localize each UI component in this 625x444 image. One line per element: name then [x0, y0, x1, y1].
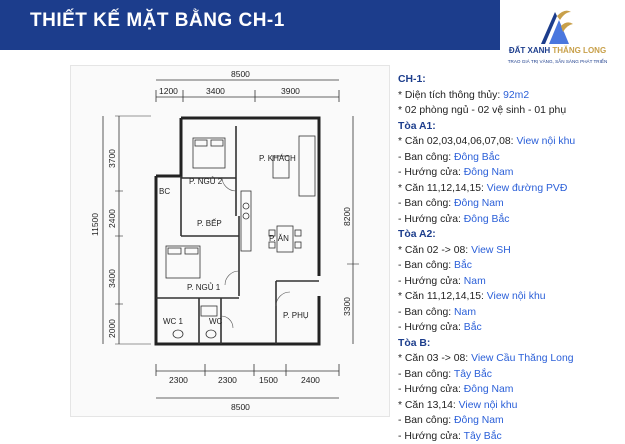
floor-plan-drawing: [71, 66, 389, 416]
kitchen-counter: [241, 191, 251, 251]
info-value: View SH: [471, 245, 511, 256]
info-value: 92m2: [503, 90, 529, 101]
room-label-wc1: WC 1: [163, 317, 184, 326]
info-label: - Hướng cửa:: [398, 384, 464, 395]
dim-right-seg-2: 3300: [342, 297, 352, 316]
dim-bottom-seg-2: 2300: [218, 375, 237, 385]
dim-top-seg-3: 3900: [281, 86, 300, 96]
room-label-ngu2: P. NGỦ 2: [189, 177, 223, 186]
door-swings: [221, 177, 290, 328]
info-value: Nam: [464, 276, 486, 287]
info-value: Đông Bắc: [464, 214, 510, 225]
info-value: Tây Bắc: [454, 369, 492, 380]
info-label: * Căn 02 -> 08:: [398, 245, 471, 256]
info-label: * Căn 03 -> 08:: [398, 353, 471, 364]
info-line: [398, 320, 623, 336]
brand-logo: [495, 2, 620, 72]
info-label: * Căn 11,12,14,15:: [398, 291, 487, 302]
info-line: [398, 367, 623, 383]
dim-bottom-seg-4: 2400: [301, 375, 320, 385]
info-value: Nam: [454, 307, 476, 318]
info-heading: Tòa B:: [398, 336, 623, 352]
info-heading: CH-1:: [398, 72, 623, 88]
room-label-ngu1: P. NGỦ 1: [187, 283, 221, 292]
room-label-khach: P. KHÁCH: [259, 154, 296, 163]
dim-top-total: 8500: [231, 69, 250, 79]
info-line: [398, 258, 623, 274]
info-label: * Diện tích thông thủy:: [398, 90, 503, 101]
dim-bottom-seg-1: 2300: [169, 375, 188, 385]
info-label: - Ban công:: [398, 198, 454, 209]
info-line: [398, 150, 623, 166]
info-value: Đông Nam: [464, 167, 514, 178]
info-label: - Hướng cửa:: [398, 214, 464, 225]
info-line: * 02 phòng ngủ - 02 vệ sinh - 01 phụ: [398, 103, 623, 119]
info-line: [398, 289, 623, 305]
page-title: THIẾT KẾ MẶT BẰNG CH-1: [30, 10, 285, 32]
info-label: - Ban công:: [398, 260, 454, 271]
room-label-bep: P. BẾP: [197, 218, 222, 228]
info-heading: Tòa A2:: [398, 227, 623, 243]
dim-bottom-seg-3: 1500: [259, 375, 278, 385]
info-value: View nội khu: [516, 136, 575, 147]
room-label-wc: WC: [209, 317, 223, 326]
header-banner: [0, 0, 500, 50]
info-label: - Ban công:: [398, 369, 454, 380]
dim-left-seg-2: 2400: [107, 209, 117, 228]
dim-top-seg-1: 1200: [159, 86, 178, 96]
info-value: Đông Bắc: [454, 152, 500, 163]
info-value: Đông Nam: [464, 384, 514, 395]
brand-name-part2: THĂNG LONG: [552, 46, 606, 55]
info-line: [398, 212, 623, 228]
brand-logo-icon: [535, 6, 575, 46]
brand-name: [495, 46, 620, 55]
info-line: [398, 88, 623, 104]
info-value: View đường PVĐ: [487, 183, 568, 194]
info-value: Tây Bắc: [464, 431, 502, 442]
apartment-info: [398, 72, 623, 444]
info-label: - Hướng cửa:: [398, 322, 464, 333]
info-line: [398, 181, 623, 197]
info-label: - Hướng cửa:: [398, 431, 464, 442]
dim-bottom-total: 8500: [231, 402, 250, 412]
sofa: [273, 136, 315, 196]
info-label: * Căn 11,12,14,15:: [398, 183, 487, 194]
info-line: [398, 243, 623, 259]
info-line: [398, 305, 623, 321]
dim-left-seg-3: 3400: [107, 269, 117, 288]
info-label: * Căn 02,03,04,06,07,08:: [398, 136, 516, 147]
brand-name-part1: ĐẤT XANH: [509, 46, 550, 55]
info-value: View nội khu: [487, 291, 546, 302]
info-label: - Ban công:: [398, 152, 454, 163]
info-label: - Ban công:: [398, 307, 454, 318]
info-value: Đông Nam: [454, 198, 504, 209]
bed-room-2: [193, 138, 225, 168]
info-line: [398, 382, 623, 398]
info-line: [398, 196, 623, 212]
floor-plan: [70, 65, 390, 417]
dim-left-total: 11500: [90, 213, 100, 236]
room-label-bc: BC: [159, 187, 170, 196]
dim-left-seg-1: 3700: [107, 149, 117, 168]
info-value: View nội khu: [459, 400, 518, 411]
info-value: Bắc: [454, 260, 472, 271]
info-label: * Căn 13,14:: [398, 400, 459, 411]
info-line: [398, 274, 623, 290]
room-label-phu: P. PHỤ: [283, 311, 309, 320]
info-line: [398, 429, 623, 444]
info-line: [398, 413, 623, 429]
info-value: Bắc: [464, 322, 482, 333]
info-label: - Hướng cửa:: [398, 167, 464, 178]
info-label: - Ban công:: [398, 415, 454, 426]
info-line: [398, 351, 623, 367]
info-line: [398, 134, 623, 150]
dim-right-seg-1: 8200: [342, 207, 352, 226]
bed-room-1: [166, 246, 200, 278]
info-line: [398, 165, 623, 181]
dim-top-seg-2: 3400: [206, 86, 225, 96]
info-value: View Cầu Thăng Long: [471, 353, 573, 364]
info-line: [398, 398, 623, 414]
info-heading: Tòa A1:: [398, 119, 623, 135]
dim-left-seg-4: 2000: [107, 319, 117, 338]
info-value: Đông Nam: [454, 415, 504, 426]
info-label: - Hướng cửa:: [398, 276, 464, 287]
room-label-an: P. ĂN: [269, 234, 289, 243]
brand-tagline: TRAO GIÁ TRỊ VÀNG, SẴN SÀNG PHÁT TRIỂN: [495, 59, 620, 64]
